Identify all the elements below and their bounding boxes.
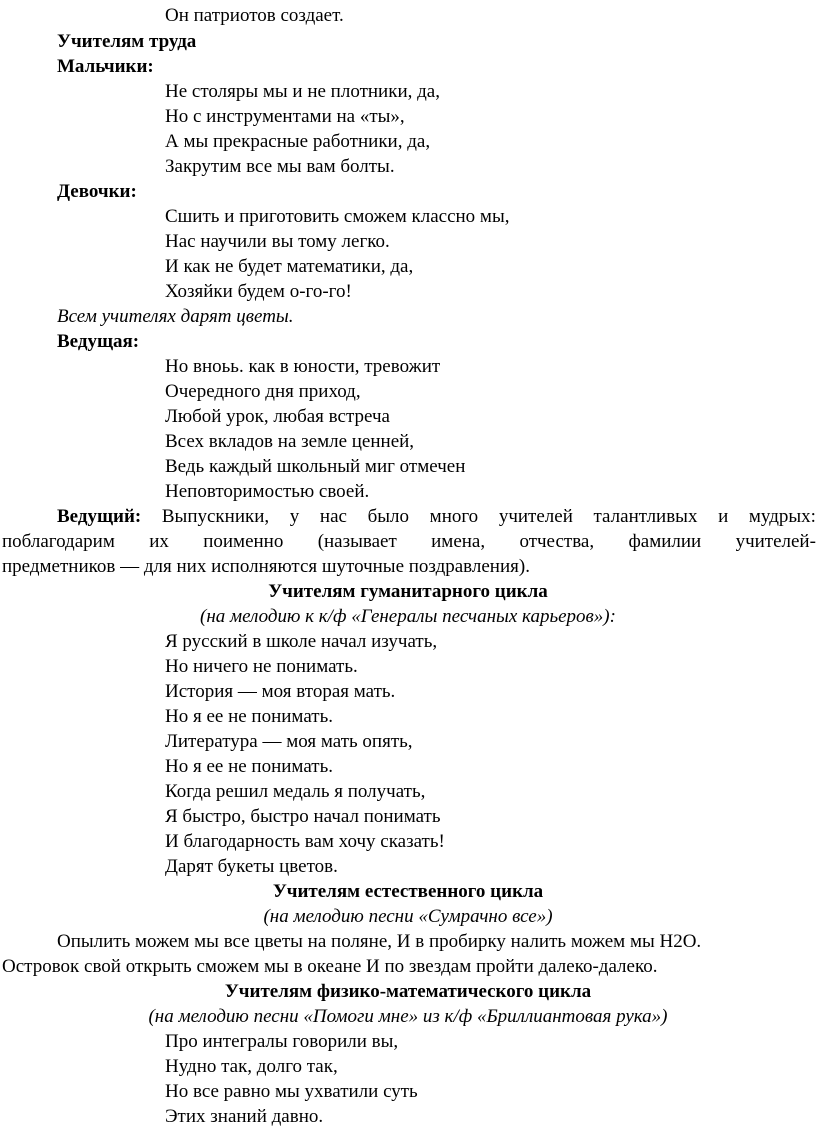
section-heading: Учителям естественного цикла — [272, 881, 544, 902]
word: (называет — [317, 531, 397, 552]
verse-line: Я быстро, быстро начал понимать — [165, 806, 441, 827]
verse-line: История — моя вторая мать. — [165, 681, 396, 702]
word: у — [289, 506, 300, 527]
paragraph-line: Островок свой открыть сможем мы в океане И по звездам пройти далеко-далеко. — [2, 956, 658, 977]
verse-line: Этих знаний давно. — [165, 1106, 324, 1127]
verse-line: Неповторимостью своей. — [165, 481, 370, 502]
word: нас — [319, 506, 347, 527]
word: фамилии — [628, 531, 702, 552]
word: много — [429, 506, 479, 527]
verse-line: Я русский в школе начал изучать, — [165, 631, 438, 652]
verse-line: Но с инструментами на «ты», — [165, 106, 405, 127]
speaker-label: Ведущая: — [57, 331, 140, 352]
section-heading: Учителям физико-математического цикла — [224, 981, 592, 1002]
verse-line: Нас научили вы тому легко. — [165, 231, 390, 252]
word: мудрых: — [748, 506, 816, 527]
word: отчества, — [519, 531, 595, 552]
verse-line: Нудно так, долго так, — [165, 1056, 338, 1077]
word: Выпускники, — [161, 506, 270, 527]
section-heading: Учителям труда — [57, 31, 197, 52]
word: талантливых — [593, 506, 698, 527]
speaker-label: Девочки: — [57, 181, 137, 202]
verse-line: Литература — моя мать опять, — [165, 731, 413, 752]
verse-line: Дарят букеты цветов. — [165, 856, 338, 877]
verse-line: Но я ее не понимать. — [165, 706, 333, 727]
word: их — [149, 531, 169, 552]
verse-line: Сшить и приготовить сможем классно мы, — [165, 206, 510, 227]
melody-note: (на мелодию песни «Помоги мне» из к/ф «Бриллиантовая рука») — [148, 1006, 668, 1027]
verse-line: И как не будет математики, да, — [165, 256, 414, 277]
verse-line: Он патриотов создает. — [165, 5, 344, 26]
word: поблагодарим — [2, 531, 115, 552]
speaker-label: Мальчики: — [57, 56, 154, 77]
word: учителей — [498, 506, 573, 527]
section-heading: Учителям гуманитарного цикла — [268, 581, 548, 602]
word: было — [367, 506, 410, 527]
melody-note: (на мелодию песни «Сумрачно все») — [263, 906, 553, 927]
verse-line: Про интегралы говорили вы, — [165, 1031, 399, 1052]
paragraph-line — [57, 507, 816, 526]
verse-line: Ведь каждый школьный миг отмечен — [165, 456, 466, 477]
word: учителей- — [735, 531, 816, 552]
verse-line: Но ничего не понимать. — [165, 656, 358, 677]
paragraph-line — [2, 532, 816, 551]
verse-line: И благодарность вам хочу сказать! — [165, 831, 445, 852]
verse-line: Закрутим все мы вам болты. — [165, 156, 395, 177]
verse-line: Когда решил медаль я получать, — [165, 781, 426, 802]
verse-line: Хозяйки будем о-го-го! — [165, 281, 352, 302]
verse-line: Очередного дня приход, — [165, 381, 361, 402]
word: имена, — [431, 531, 486, 552]
verse-line: Любой урок, любая встреча — [165, 406, 390, 427]
stage-direction: Всем учителях дарят цветы. — [57, 306, 294, 327]
melody-note: (на мелодию к к/ф «Генералы песчаных карьеров»): — [200, 606, 616, 627]
paragraph-line: предметников — для них исполняются шуточные поздравления). — [2, 556, 530, 577]
paragraph-line: Опылить можем мы все цветы на поляне, И в пробирку налить можем мы H2O. — [57, 931, 702, 952]
verse-line: А мы прекрасные работники, да, — [165, 131, 431, 152]
verse-line: Всех вкладов на земле ценней, — [165, 431, 415, 452]
word: поименно — [203, 531, 284, 552]
speaker-label: Ведущий: — [57, 506, 142, 527]
verse-line: Не столяры мы и не плотники, да, — [165, 81, 440, 102]
verse-line: Но все равно мы ухватили суть — [165, 1081, 418, 1102]
verse-line: Но я ее не понимать. — [165, 756, 333, 777]
verse-line: Но вноьь. как в юности, тревожит — [165, 356, 441, 377]
word: и — [718, 506, 729, 527]
